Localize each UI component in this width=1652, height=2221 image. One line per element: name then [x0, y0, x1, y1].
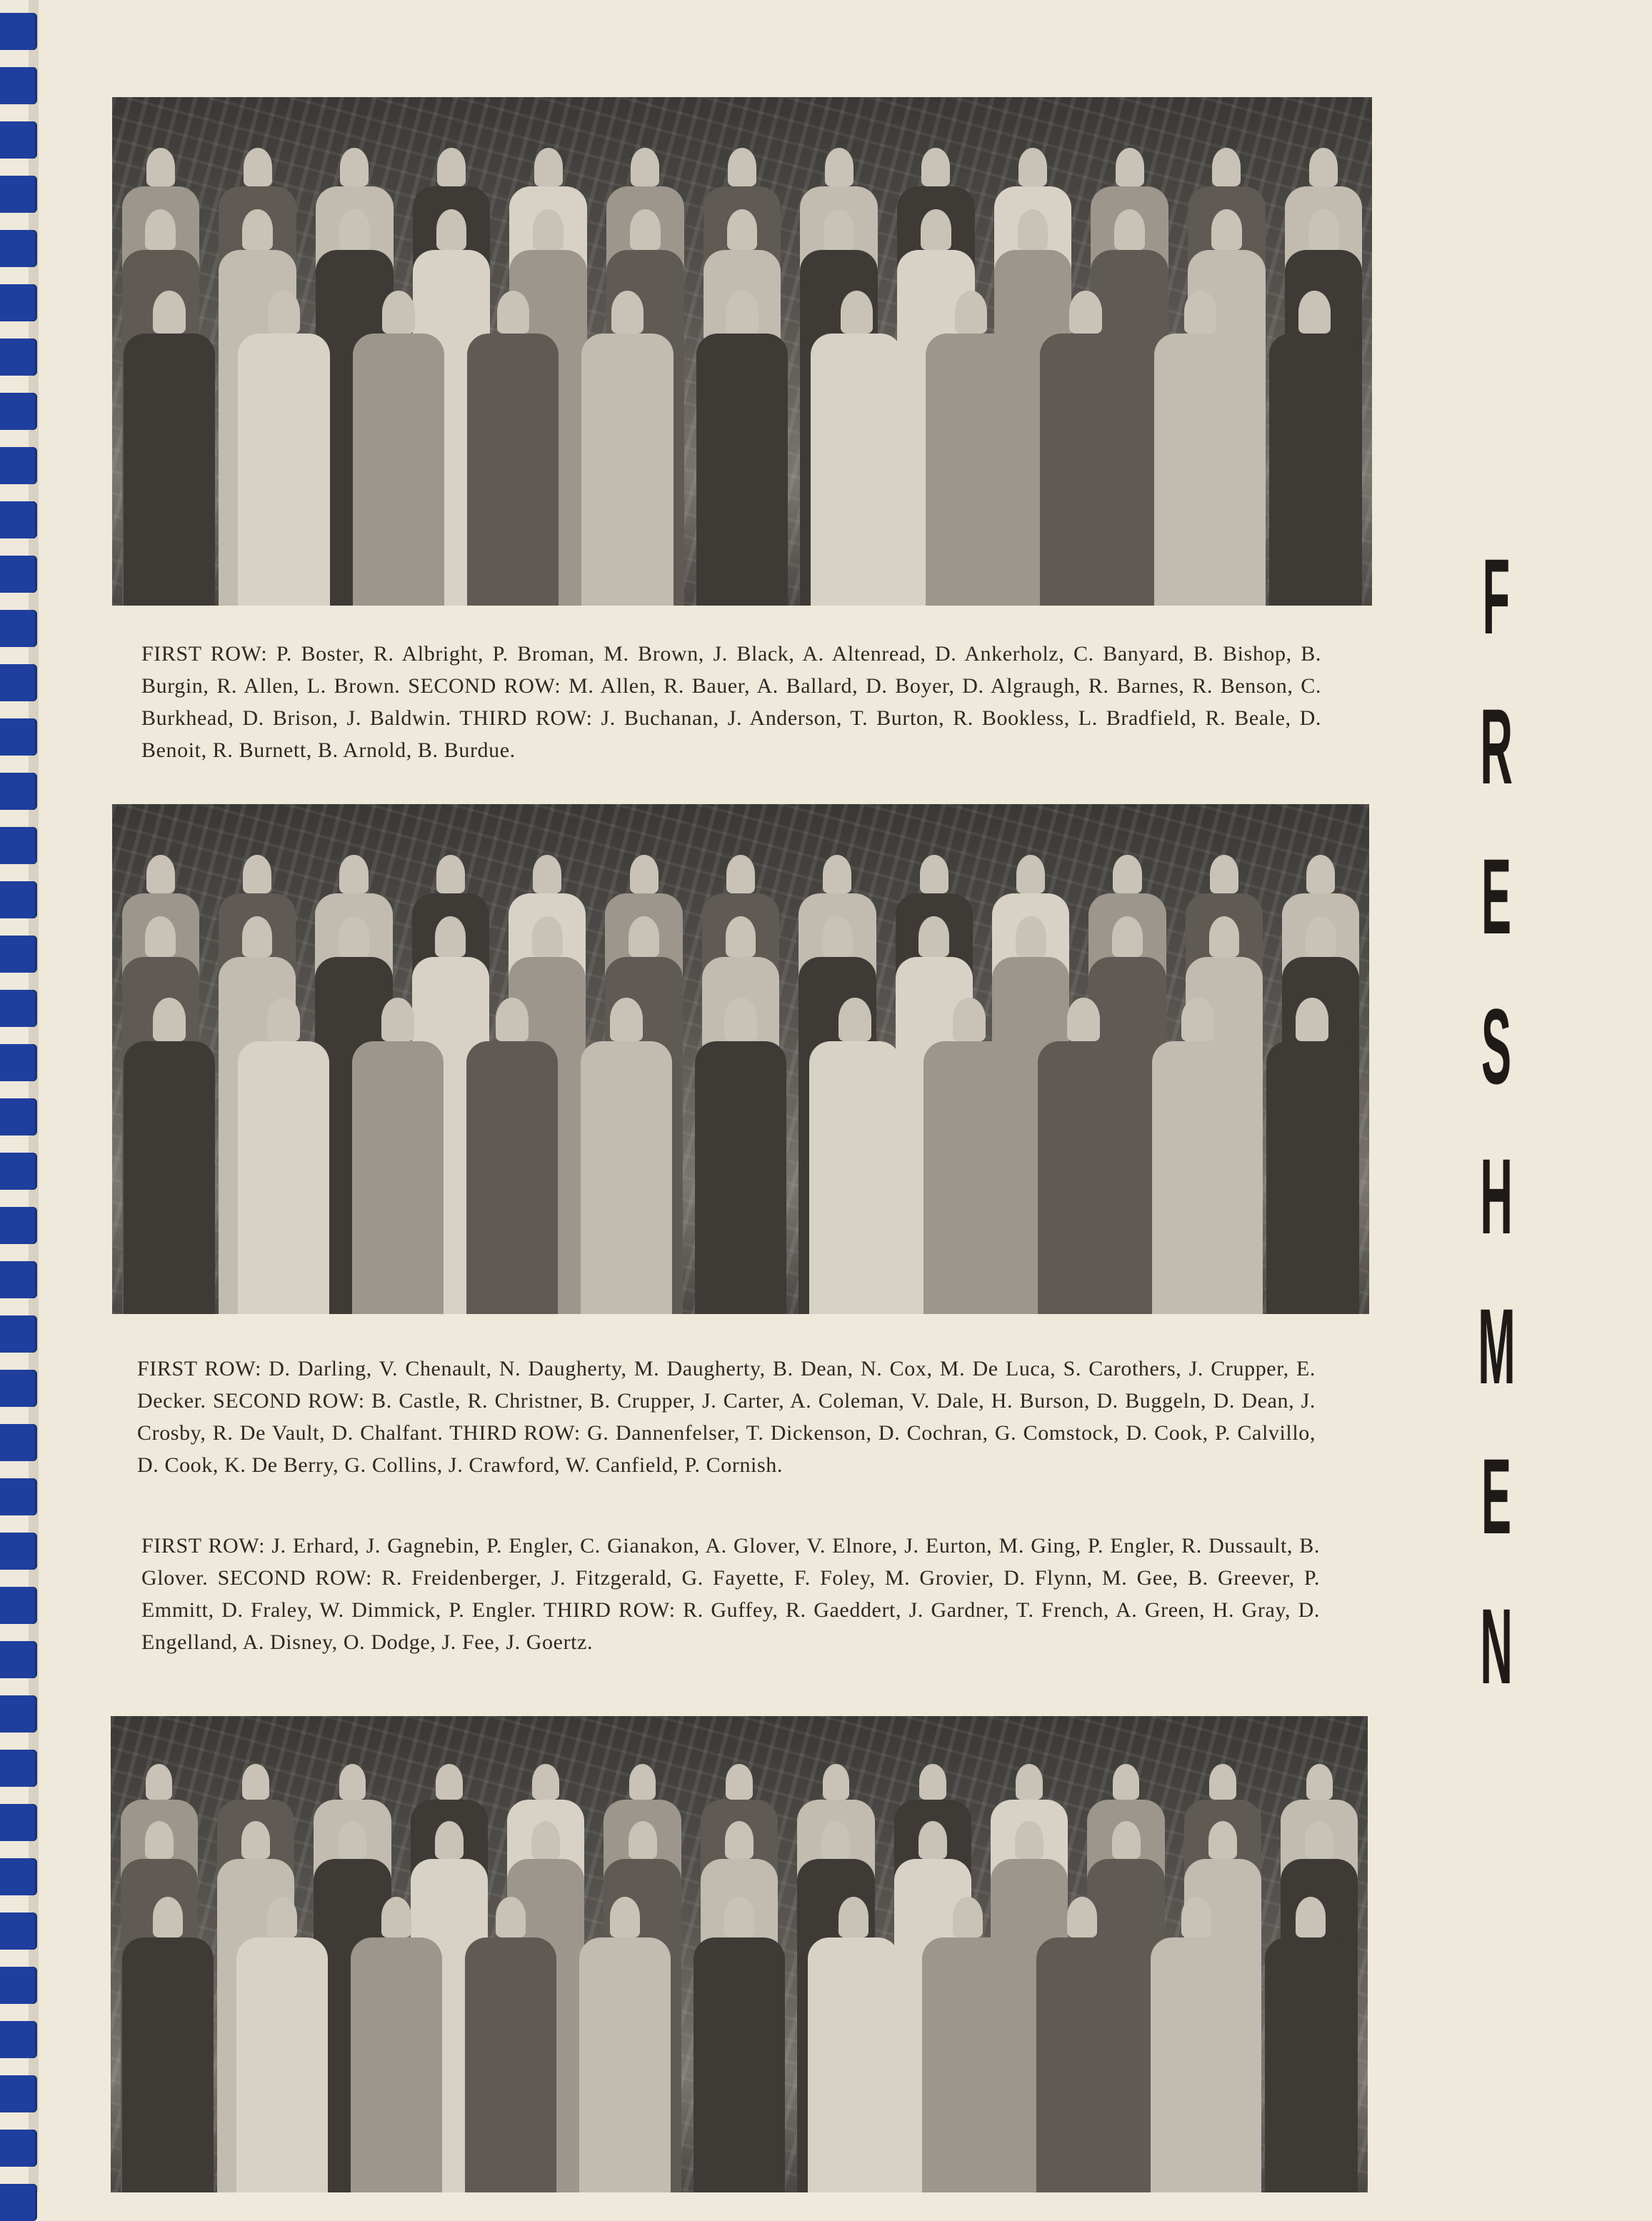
person-figure [920, 855, 948, 893]
section-title-vertical [1443, 536, 1550, 1706]
person-figure [921, 209, 951, 250]
person-figure [436, 1764, 463, 1800]
person-body [694, 1937, 785, 2192]
binding-ring [0, 447, 37, 484]
person-figure [437, 148, 466, 186]
person-figure [1306, 916, 1336, 957]
person-figure [1069, 291, 1101, 334]
person-figure [1296, 1897, 1326, 1937]
person-figure [821, 1821, 850, 1859]
title-letter: R [1480, 686, 1513, 806]
person-figure [1209, 1764, 1236, 1800]
person-figure [267, 1897, 298, 1937]
binding-ring [0, 13, 37, 50]
person-figure [532, 916, 563, 957]
binding-ring [0, 1750, 37, 1787]
person-figure [145, 1821, 174, 1859]
person-figure [338, 1821, 366, 1859]
person-figure [726, 916, 756, 957]
title-letter: H [1480, 1136, 1513, 1256]
person-figure [1305, 1821, 1333, 1859]
binding-ring [0, 1261, 37, 1298]
person-figure [822, 916, 853, 957]
person-figure [726, 291, 758, 334]
person-figure [436, 855, 465, 893]
person-figure [381, 1897, 412, 1937]
person-figure [823, 1764, 850, 1800]
person-body [1038, 1041, 1129, 1314]
person-figure [145, 209, 176, 250]
person-body [1152, 1041, 1243, 1314]
person-figure [1113, 855, 1141, 893]
person-figure [146, 148, 175, 186]
person-body [808, 1937, 899, 2192]
person-figure [1067, 998, 1100, 1041]
class-photo-1 [112, 97, 1372, 606]
binding-ring [0, 773, 37, 810]
person-figure [1113, 1764, 1140, 1800]
person-figure [610, 998, 643, 1041]
person-figure [838, 998, 871, 1041]
class-photo-2 [112, 804, 1369, 1314]
binding-ring [0, 230, 37, 267]
person-figure [727, 209, 758, 250]
person-figure [724, 1897, 755, 1937]
person-body [809, 1041, 901, 1314]
person-figure [146, 1764, 173, 1800]
title-letter: M [1477, 1286, 1516, 1406]
person-figure [724, 998, 757, 1041]
caption-group-3: FIRST ROW: J. Erhard, J. Gagnebin, P. Engler, C. Gianakon, A. Glover, V. Elnore, J. Eurton, M. Ging, P. Engler, R. Dussault, B. Glover. SECOND ROW: R. Freidenberger, J. Fitzgerald, G. Fayette, F. Foley, M. Grovier, D. Flynn, M. Gee, B. Greever, P. Emmitt, D. Fraley, W. Dimmick, P. Engler. THIRD ROW: R. Guffey, R. Gaeddert, J. Gardner, T. French, A. Green, H. Gray, D. Engelland, A. Disney, O. Dodge, J. Fee, J. Goertz. [141, 1534, 1320, 1654]
binding-ring [0, 1098, 37, 1135]
person-figure [918, 916, 949, 957]
person-figure [824, 209, 854, 250]
binding-ring [0, 176, 37, 213]
person-figure [1016, 1764, 1043, 1800]
person-figure [1296, 998, 1328, 1041]
person-figure [955, 291, 987, 334]
person-body [465, 1937, 556, 2192]
person-figure [1181, 1897, 1212, 1937]
person-figure [838, 1897, 869, 1937]
person-figure [435, 1821, 464, 1859]
person-figure [153, 998, 186, 1041]
person-figure [339, 1764, 366, 1800]
person-body [352, 1041, 444, 1314]
person-body [581, 334, 673, 606]
person-figure [242, 209, 273, 250]
person-figure [1112, 1821, 1141, 1859]
person-figure [1309, 148, 1338, 186]
person-figure [242, 1764, 269, 1800]
person-figure [244, 148, 272, 186]
person-body [1040, 334, 1131, 606]
person-figure [1209, 916, 1240, 957]
binding-ring [0, 1153, 37, 1190]
person-figure [242, 916, 273, 957]
person-figure [1116, 148, 1144, 186]
binding-ring [0, 990, 37, 1027]
binding-ring [0, 1207, 37, 1244]
person-figure [381, 998, 414, 1041]
person-figure [1308, 209, 1339, 250]
binding-ring [0, 1967, 37, 2004]
person-body [124, 1041, 215, 1314]
person-body [1269, 334, 1361, 606]
binding-ring [0, 67, 37, 104]
person-figure [630, 209, 661, 250]
class-photo-3 [111, 1716, 1368, 2192]
binding-ring [0, 881, 37, 918]
person-figure [1112, 916, 1143, 957]
binding-ring [0, 1804, 37, 1841]
binding-ring [0, 556, 37, 593]
person-body [922, 1937, 1013, 2192]
person-figure [1016, 916, 1046, 957]
person-figure [725, 1821, 754, 1859]
person-body [122, 1937, 214, 2192]
binding-ring [0, 1315, 37, 1353]
person-figure [1018, 148, 1047, 186]
binding-ring [0, 664, 37, 701]
binding-ring [0, 936, 37, 973]
person-figure [631, 148, 659, 186]
binding-ring [0, 393, 37, 430]
person-figure [1306, 855, 1335, 893]
person-figure [953, 1897, 983, 1937]
person-body [926, 334, 1017, 606]
person-figure [496, 998, 529, 1041]
caption-group-1: FIRST ROW: P. Boster, R. Albright, P. Broman, M. Brown, J. Black, A. Altenread, D. Ankerholz, C. Banyard, B. Bishop, B. Burgin, R. Allen, L. Brown. SECOND ROW: M. Allen, R. Bauer, A. Ballard, D. Boyer, D. Algraugh, R. Barnes, R. Benson, C. Burkhead, D. Brison, J. Baldwin. THIRD ROW: J. Buchanan, J. Anderson, T. Burton, R. Bookless, L. Bradfield, R. Beale, D. Benoit, R. Burnett, B. Arnold, B. Burdue. [141, 642, 1321, 762]
title-letter: E [1481, 1436, 1512, 1556]
binding-ring [0, 827, 37, 864]
caption-group-2: FIRST ROW: D. Darling, V. Chenault, N. Daugherty, M. Daugherty, B. Dean, N. Cox, M. De Luca, S. Carothers, J. Crupper, E. Decker. SECOND ROW: B. Castle, R. Christner, B. Crupper, J. Carter, A. Coleman, V. Dale, H. Burson, D. Buggeln, D. Dean, J. Crosby, R. De Vault, D. Chalfant. THIRD ROW: G. Dannenfelser, T. Dickenson, D. Cochran, G. Comstock, D. Cook, P. Calvillo, D. Cook, K. De Berry, G. Collins, J. Crawford, W. Canfield, P. Cornish. [137, 1357, 1316, 1477]
photo-1-people [112, 97, 1372, 606]
binding-ring [0, 1912, 37, 1950]
person-figure [268, 291, 300, 334]
person-figure [1015, 1821, 1043, 1859]
binding-ring [0, 1587, 37, 1624]
title-letter: E [1481, 836, 1512, 956]
person-body [923, 1041, 1015, 1314]
binding-ring [0, 1044, 37, 1081]
person-body [1154, 334, 1246, 606]
person-figure [531, 1821, 560, 1859]
binding-ring [0, 284, 37, 321]
binding-ring [0, 1858, 37, 1895]
binding-ring [0, 339, 37, 376]
person-figure [953, 998, 986, 1041]
person-figure [726, 1764, 753, 1800]
binding-ring [0, 718, 37, 756]
person-figure [1210, 855, 1238, 893]
person-body [1036, 1937, 1128, 2192]
person-figure [823, 855, 851, 893]
binding-ring [0, 2130, 37, 2167]
person-figure [1067, 1897, 1098, 1937]
binding-ring [0, 121, 37, 159]
binding-ring [0, 1424, 37, 1461]
person-body [579, 1937, 671, 2192]
person-figure [630, 855, 659, 893]
person-body [1266, 1041, 1358, 1314]
person-body [466, 1041, 558, 1314]
title-letter: S [1481, 986, 1512, 1106]
binding-ring [0, 1695, 37, 1733]
person-figure [339, 209, 370, 250]
person-figure [728, 148, 756, 186]
person-body [236, 1937, 328, 2192]
person-figure [919, 1764, 946, 1800]
person-figure [629, 916, 659, 957]
photo-2-people [112, 804, 1369, 1314]
person-body [351, 1937, 442, 2192]
person-body [1151, 1937, 1242, 2192]
person-figure [1298, 291, 1331, 334]
person-figure [153, 291, 185, 334]
person-figure [241, 1821, 270, 1859]
person-body [467, 334, 559, 606]
person-figure [153, 1897, 184, 1937]
person-body [353, 334, 444, 606]
person-figure [145, 916, 176, 957]
binding-ring [0, 2184, 37, 2221]
binding-ring [0, 2075, 37, 2112]
person-figure [382, 291, 414, 334]
photo-3-people [111, 1716, 1368, 2192]
person-figure [497, 291, 529, 334]
binding-ring [0, 1533, 37, 1570]
person-figure [533, 209, 564, 250]
person-figure [1211, 209, 1242, 250]
person-figure [146, 855, 175, 893]
person-figure [534, 148, 563, 186]
binding-ring [0, 1641, 37, 1678]
person-figure [629, 1764, 656, 1800]
person-figure [921, 148, 950, 186]
person-figure [1208, 1821, 1237, 1859]
person-figure [1018, 209, 1048, 250]
person-figure [1016, 855, 1045, 893]
binding-ring [0, 610, 37, 647]
binding-ring [0, 501, 37, 538]
person-body [124, 334, 215, 606]
person-figure [1184, 291, 1216, 334]
person-figure [1306, 1764, 1333, 1800]
person-figure [726, 855, 755, 893]
person-figure [339, 916, 369, 957]
person-figure [918, 1821, 947, 1859]
binding-ring [0, 2021, 37, 2058]
person-figure [1114, 209, 1145, 250]
person-figure [610, 1897, 641, 1937]
person-figure [243, 855, 271, 893]
title-letter: F [1482, 536, 1511, 656]
person-figure [1181, 998, 1214, 1041]
person-body [1265, 1937, 1356, 2192]
person-figure [340, 148, 369, 186]
person-figure [841, 291, 873, 334]
person-body [238, 1041, 329, 1314]
spiral-binding [0, 0, 43, 2192]
person-body [696, 334, 788, 606]
person-figure [1212, 148, 1241, 186]
person-figure [629, 1821, 657, 1859]
person-figure [825, 148, 853, 186]
person-body [238, 334, 329, 606]
person-figure [496, 1897, 526, 1937]
person-figure [611, 291, 644, 334]
person-figure [435, 916, 466, 957]
person-figure [339, 855, 368, 893]
binding-ring [0, 1478, 37, 1515]
person-figure [533, 855, 561, 893]
person-figure [436, 209, 467, 250]
title-letter: N [1480, 1586, 1513, 1706]
person-body [695, 1041, 786, 1314]
person-body [581, 1041, 672, 1314]
person-figure [267, 998, 300, 1041]
binding-ring [0, 1370, 37, 1407]
person-figure [532, 1764, 559, 1800]
person-body [811, 334, 902, 606]
